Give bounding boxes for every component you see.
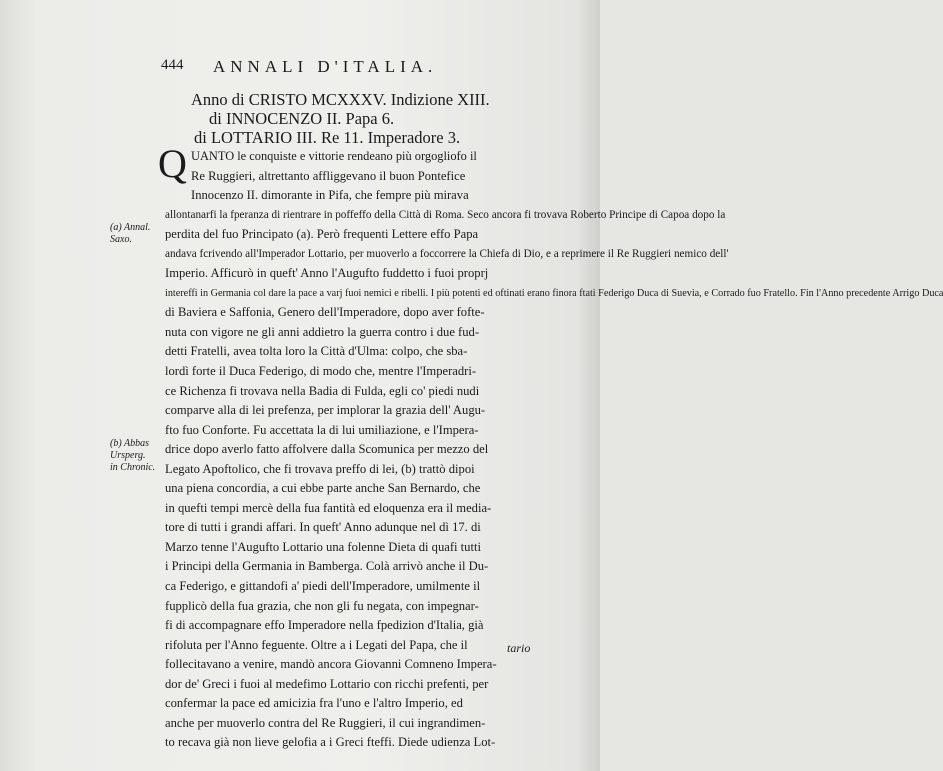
text-line: ca Federigo, e gittandofi a' piedi dell'Imperadore, umilmente il (165, 579, 481, 594)
text-line: Re Ruggieri, altrettanto affliggevano il buon Pontefice (191, 168, 466, 183)
text-line: i Principi della Germania in Bamberga. Colà arrivò anche il Du- (165, 559, 489, 574)
text-line: tore di tutti i grandi affari. In queft' Anno adunque nel dì 17. di (165, 520, 481, 535)
text-line: anche per muoverlo contra del Re Ruggieri, il cui ingrandimen- (165, 715, 486, 730)
text-line: comparve alla di lei prefenza, per implorar la grazia dell' Augu- (165, 403, 486, 418)
text-line: Legato Apoftolico, che fi trovava preffo di lei, (b) trattò dipoi (165, 461, 475, 476)
heading-line-1: Anno di CRISTO MCXXXV. Indizione XIII. (191, 90, 490, 109)
text-line: confermar la pace ed amicizia fra l'uno e l'altro Imperio, ed (165, 696, 463, 711)
running-title: ANNALI D'ITALIA. (213, 57, 438, 76)
text-line: ce Richenza fi trovava nella Badia di Fulda, egli co' piedi nudi (165, 383, 480, 398)
text-line: lordì forte il Duca Federigo, di modo che, mentre l'Imperadri- (165, 364, 477, 379)
page-number: 444 (161, 57, 184, 73)
text-line: dor de' Greci i fuoi al medefimo Lottario con ricchi prefenti, per (165, 676, 489, 691)
heading-line-2: di INNOCENZO II. Papa 6. (209, 109, 395, 128)
running-header (161, 57, 481, 79)
text-line: perdita del fuo Principato (a). Però frequenti Lettere effo Papa (165, 227, 479, 242)
text-line: follecitavano a venire, mandò ancora Giovanni Comneno Impera- (165, 657, 497, 672)
margin-note-b-line: Ursperg. (110, 450, 146, 461)
body-text (165, 147, 943, 753)
text-line: UANTO le conquiste e vittorie rendeano più orgogliofo il (191, 149, 477, 163)
text-line: to recava già non lieve gelofia a i Greci fteffi. Diede udienza Lot- (165, 735, 496, 750)
text-line: fupplicò della fua grazia, che non gli fu negata, con impegnar- (165, 598, 479, 613)
text-line: nuta con vigore ne gli anni addietro la guerra contro i due fud- (165, 324, 480, 339)
drop-cap: Q (158, 141, 187, 186)
text-line: una piena concordia, a cui ebbe parte anche San Bernardo, che (165, 481, 481, 496)
catchword: tario (507, 641, 531, 655)
heading-line-3: di LOTTARIO III. Re 11. Imperadore 3. (194, 128, 461, 147)
text-line: fto fuo Conforte. Fu accettata la di lui umiliazione, e l'Impera- (165, 422, 479, 437)
text-line: andava fcrivendo all'Imperador Lottario, per muoverlo a foccorrere la Chiefa di Dio, e a reprimere il Re Ruggieri nemico dell' (165, 247, 729, 260)
text-line: detti Fratelli, avea tolta loro la Città d'Ulma: colpo, che sba- (165, 344, 468, 359)
text-line: intereffi in Germania col dare la pace a varj fuoi nemici e ribelli. I più potenti ed oftinati erano finora ftati Federigo Duca di Suevia, e Corrado fuo Fratello. Fin l'Anno precedente Arrigo Duca (165, 287, 943, 299)
margin-note-b-line: in Chronic. (110, 462, 156, 473)
text-line: fi di accompagnare effo Imperadore nella fpedizion d'Italia, già (165, 618, 484, 633)
text-line: in quefti tempi mercè della fua fantità ed eloquenza era il media- (165, 500, 492, 515)
margin-note-a (110, 222, 150, 246)
text-line: allontanarfi la fperanza di rientrare in poffeffo della Città di Roma. Seco ancora fi trovava Roberto Principe di Capoa dopo la (165, 208, 726, 221)
text-line: Imperio. Afficurò in queft' Anno l'Augufto fuddetto i fuoi proprj (165, 266, 489, 281)
text-line: rifoluta per l'Anno feguente. Oltre a i Legati del Papa, che il (165, 637, 468, 652)
margin-note-a-line: (a) Annal. (110, 222, 151, 233)
margin-note-a-line: Saxo. (110, 234, 132, 245)
text-line: Marzo tenne l'Augufto Lottario una folenne Dieta di quafi tutti (165, 539, 481, 554)
margin-note-b-line: (b) Abbas (110, 438, 149, 449)
text-line: di Baviera e Saffonia, Genero dell'Imperadore, dopo aver fofte- (165, 305, 485, 320)
margin-note-b (110, 438, 155, 474)
text-line: Innocenzo II. dimorante in Pifa, che fempre più mirava (191, 188, 469, 203)
text-line: drice dopo averlo fatto affolvere dalla Scomunica per mezzo del (165, 442, 489, 457)
